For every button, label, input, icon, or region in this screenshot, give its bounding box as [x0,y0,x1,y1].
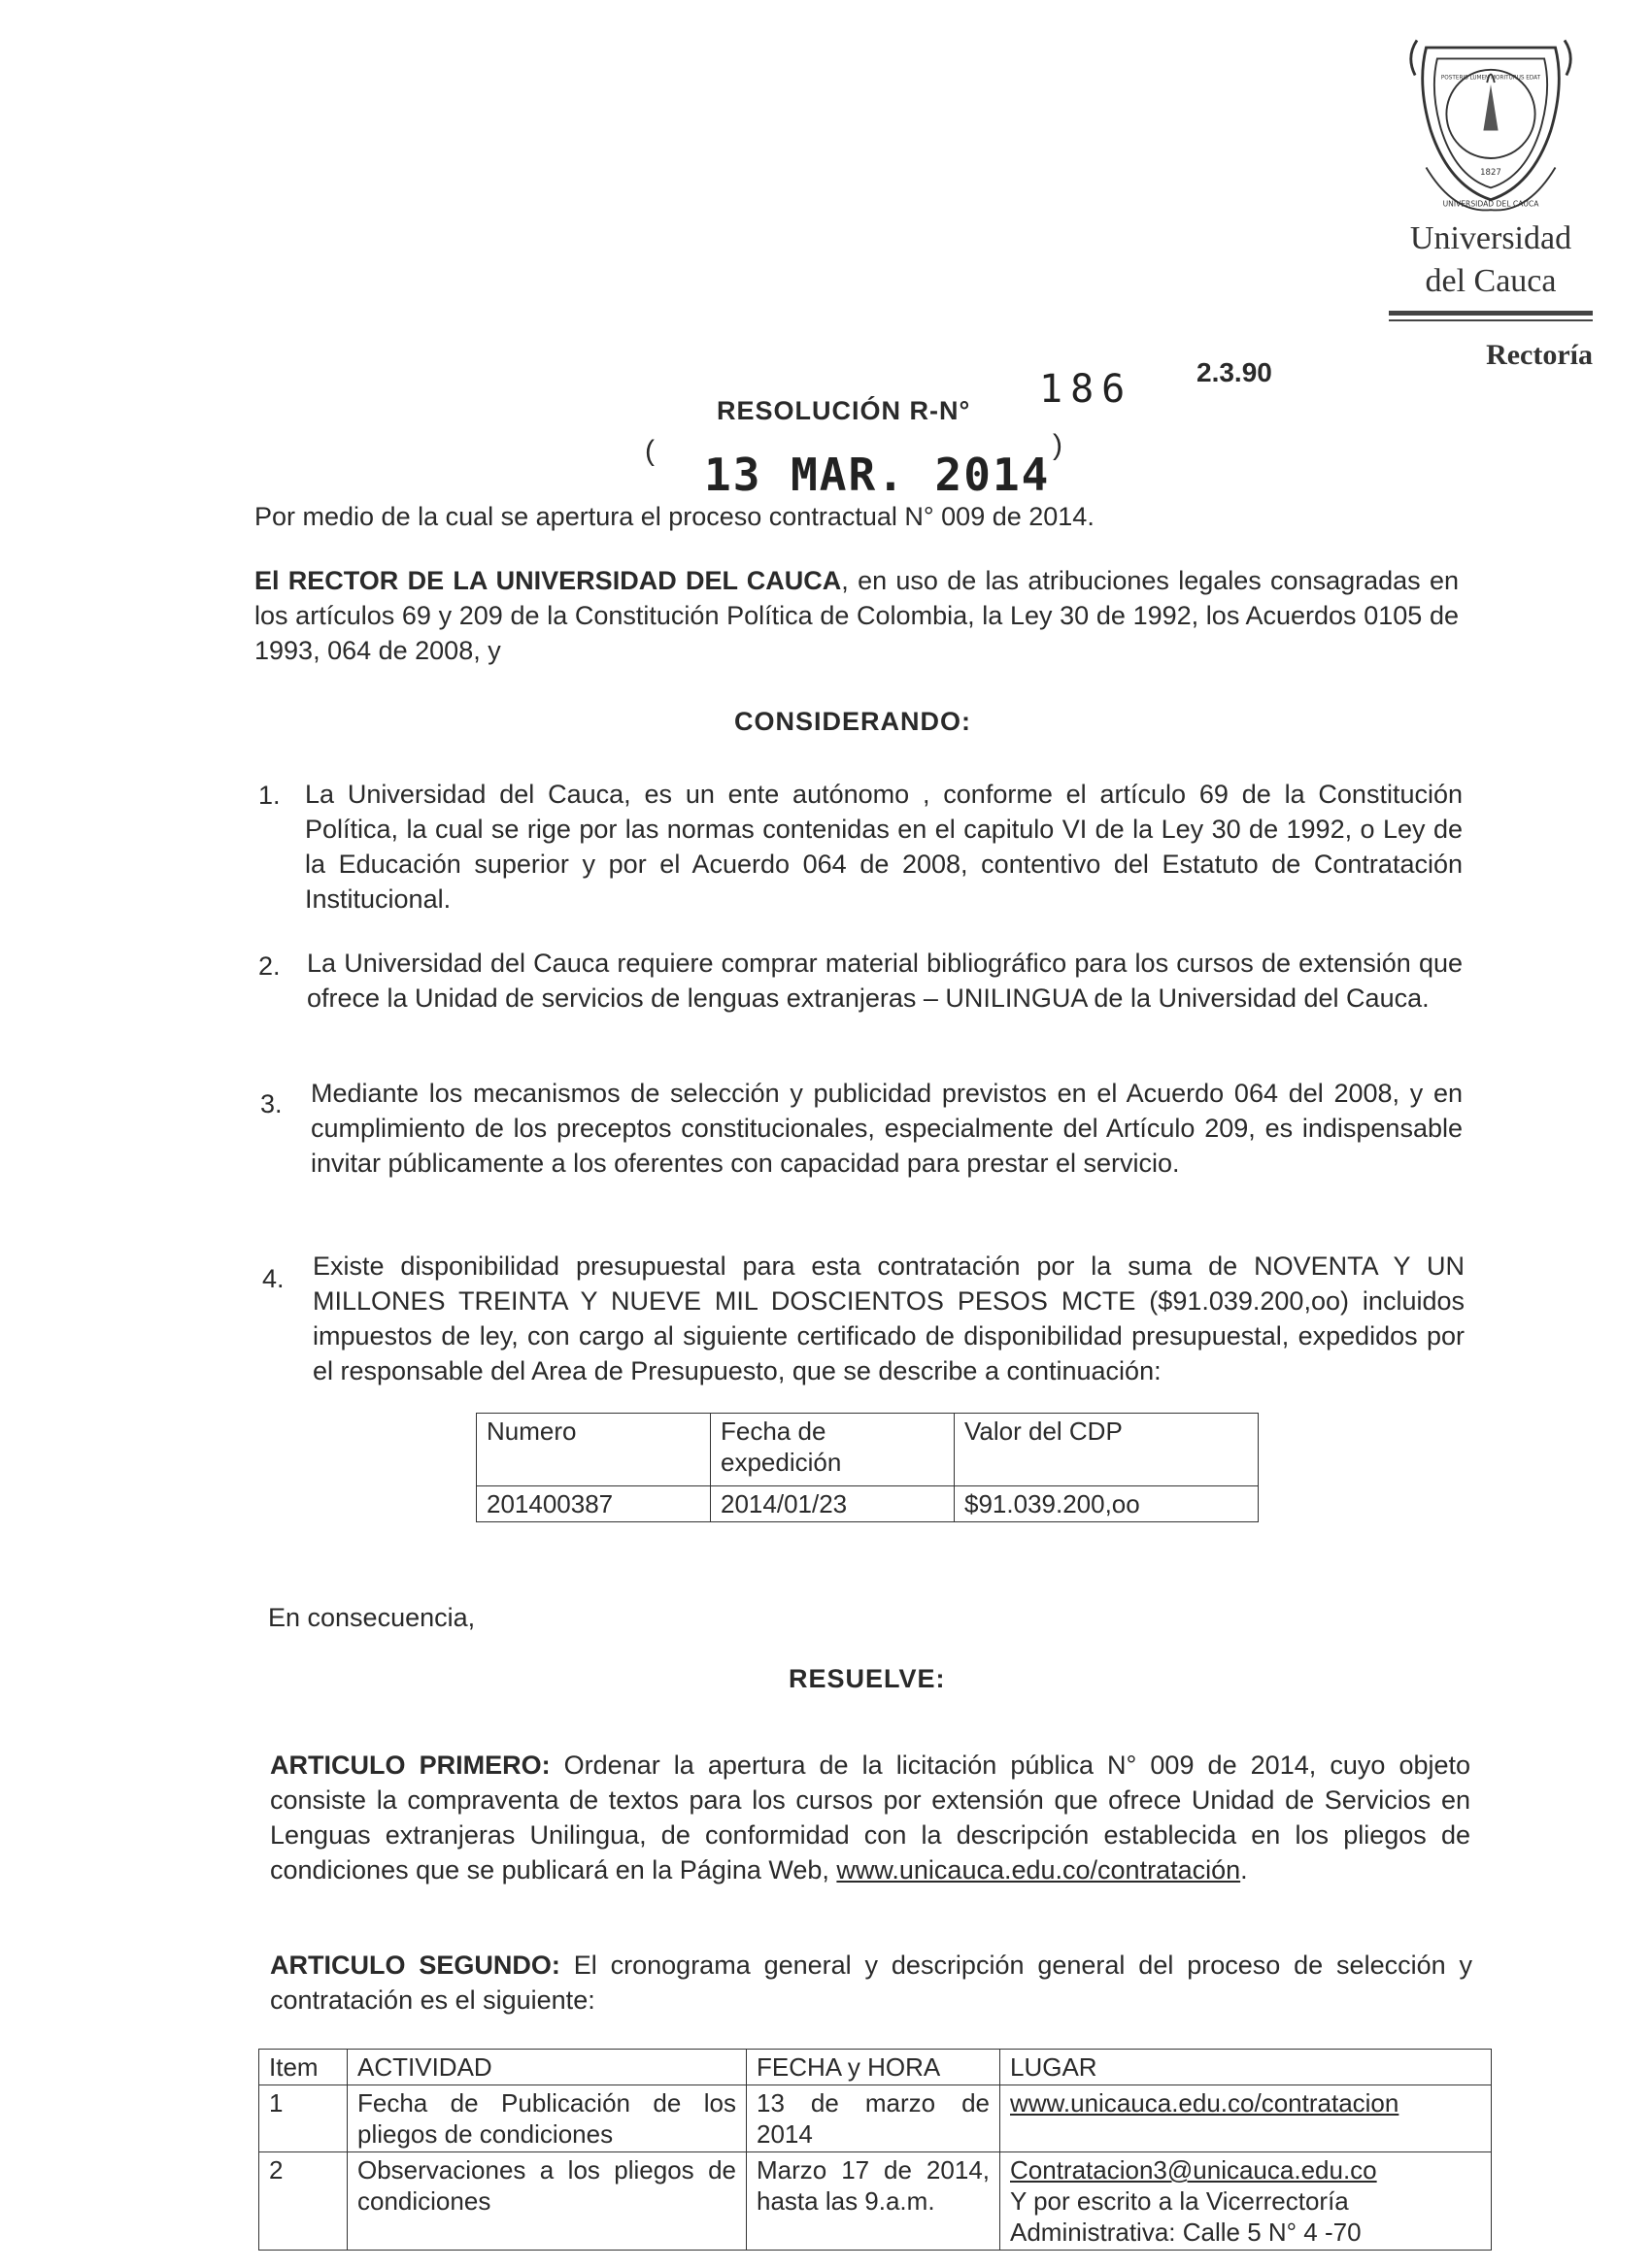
table-header-cell: Item [259,2050,348,2085]
header-rule-thin [1389,319,1593,321]
resuelve-heading: RESUELVE: [789,1664,946,1693]
office-name: Rectoría [1486,339,1593,371]
table-cell [1000,2152,1492,2251]
table-cell: 13 de marzo de 2014 [747,2085,1000,2152]
articulo-primero-text: Ordenar la apertura de la licitación pública N° 009 de 2014, cuyo objeto consiste la compraventa de textos para los cursos por extensión que ofrece Unidad de Servicios en Lenguas extranjeras Unilingua, de conformidad con la descripción establecida en los pliegos de condiciones que se publicará en la Página Web, [270,1751,1471,1884]
lugar-text: Y por escrito a la Vicerrectoría Administrativa: Calle 5 N° 4 -70 [1010,2186,1362,2247]
table-header-cell: Numero [477,1414,711,1486]
table-cell: $91.039.200,oo [955,1486,1259,1522]
considerando-item-text: Mediante los mecanismos de selección y publicidad previstos en el Acuerdo 064 del 2008, y en cumplimiento de los preceptos constitucionales, especialmente del Artículo 209, es indispensable invitar públicamente a los oferentes con capacidad para prestar el servicio. [311,1079,1463,1178]
university-name-line2: del Cauca [1425,263,1557,299]
seal-year: 1827 [1480,168,1501,179]
university-name-line1: Universidad [1409,220,1572,256]
considerando-item-text: La Universidad del Cauca, es un ente autónomo , conforme el artículo 69 de la Constitución Política, la cual se rige por las normas contenidas en el capitulo VI de la Ley 30 de 1992, o Ley de la Educación superior y por el Acuerdo 064 de 2008, contentivo del Estatuto de Contratación Institucional. [305,780,1463,914]
header-rule-thick [1389,311,1593,316]
preamble [254,563,1459,668]
articulo-primero-label: ARTICULO PRIMERO: [270,1751,551,1780]
preamble-rest: , en uso de las atribuciones legales consagradas en los artículos 69 y 209 de la Constitución Política de Colombia, la Ley 30 de 1992, los Acuerdos 0105 de 1993, 064 de 2008, y [254,566,1459,665]
table-row [259,2152,1492,2251]
considerando-item-number: 1. [258,781,281,810]
table-row [477,1486,1259,1522]
resolution-code: 2.3.90 [1196,357,1272,387]
university-logo-block [1389,29,1593,372]
table-cell: 1 [259,2085,348,2152]
resolution-date-stamp: 13 MAR. 2014 [704,449,1051,501]
articulo-segundo-label: ARTICULO SEGUNDO: [270,1951,560,1980]
table-header-cell: Fecha de expedición [711,1414,955,1486]
seal-motto: POSTERIS LUMEN MORITURUS EDAT [1440,75,1541,82]
resolution-number-stamp: 186 [1039,367,1133,412]
considerando-item-number: 4. [262,1264,285,1293]
considerando-heading: CONSIDERANDO: [734,707,972,736]
contratacion-link[interactable]: www.unicauca.edu.co/contratacion [1010,2088,1399,2118]
table-header-cell: ACTIVIDAD [348,2050,747,2085]
contratacion-link[interactable]: www.unicauca.edu.co/contratación [836,1855,1241,1884]
table-cell: Fecha de Publicación de los pliegos de condiciones [348,2085,747,2152]
considerando-item-text: La Universidad del Cauca requiere comprar material bibliográfico para los cursos de extensión que ofrece la Unidad de servicios de lenguas extranjeras – UNILINGUA de la Universidad del Cauca. [307,949,1463,1013]
table-header-row [259,2050,1492,2085]
table-cell: Marzo 17 de 2014, hasta las 9.a.m. [747,2152,1000,2251]
seal-ring-text: UNIVERSIDAD DEL CAUCA [1442,199,1539,209]
articulo-primero-end: . [1240,1855,1248,1884]
considerando-item-number: 3. [260,1089,283,1118]
articulo-segundo [270,1948,1472,2018]
table-cell: 201400387 [477,1486,711,1522]
cronograma-table [258,2049,1492,2251]
consecuencia-text: En consecuencia, [268,1603,476,1632]
considerando-item-text: Existe disponibilidad presupuestal para esta contratación por la suma de NOVENTA Y UN MILLONES TREINTA Y NUEVE MIL DOSCIENTOS PESOS MCTE ($91.039.200,oo) incluidos impuestos de ley, con cargo al siguiente certificado de disponibilidad presupuestal, expedidos por el responsable del Area de Presupuesto, que se describe a continuación: [313,1251,1465,1385]
cdp-table [476,1413,1259,1522]
table-row [259,2085,1492,2152]
close-paren: ) [1053,429,1062,461]
university-seal-icon [1398,29,1583,214]
email-link[interactable]: Contratacion3@unicauca.edu.co [1010,2155,1377,2185]
table-cell: 2014/01/23 [711,1486,955,1522]
considerando-item-number: 2. [258,951,281,981]
table-header-cell: FECHA y HORA [747,2050,1000,2085]
table-header-cell: LUGAR [1000,2050,1492,2085]
table-header-row [477,1414,1259,1486]
open-paren: ( [645,435,655,467]
articulo-segundo-text: El cronograma general y descripción general del proceso de selección y contratación es el siguiente: [270,1951,1472,2015]
preamble-bold: El RECTOR DE LA UNIVERSIDAD DEL CAUCA [254,566,842,595]
table-cell: 2 [259,2152,348,2251]
resolution-title: RESOLUCIÓN R-N° [717,396,971,425]
resolution-subject: Por medio de la cual se apertura el proceso contractual N° 009 de 2014. [254,502,1095,531]
articulo-primero [270,1748,1470,1887]
table-cell: Observaciones a los pliegos de condiciones [348,2152,747,2251]
table-header-cell: Valor del CDP [955,1414,1259,1486]
table-cell [1000,2085,1492,2152]
